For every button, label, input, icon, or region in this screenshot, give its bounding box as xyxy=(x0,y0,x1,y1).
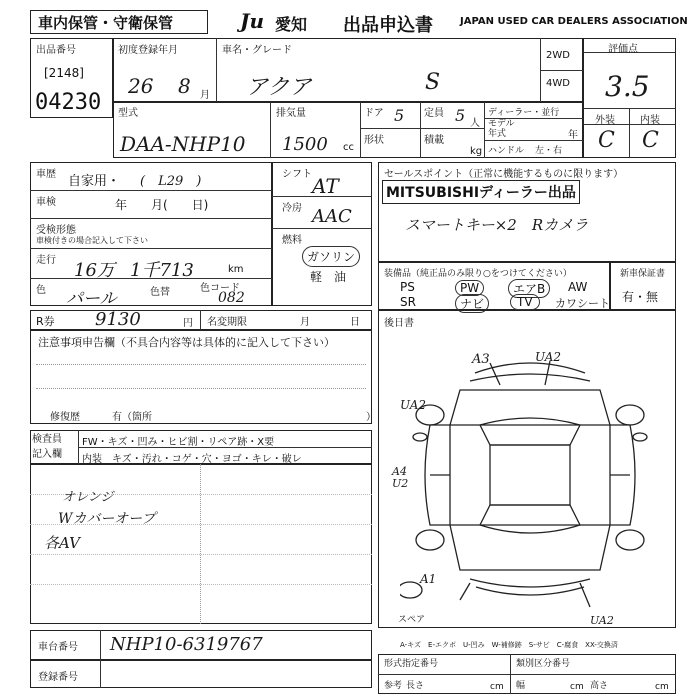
ref-label: 参考 xyxy=(384,681,403,691)
yen-unit: 円 xyxy=(183,318,193,329)
length-unit: cm xyxy=(490,682,504,692)
km-unit: km xyxy=(228,264,244,275)
loading-label: 積載 xyxy=(424,135,444,146)
interior-grade: C xyxy=(642,128,659,153)
color-code: 082 xyxy=(218,290,245,306)
org-name: 愛知 xyxy=(275,15,308,34)
exterior-label: 外装 xyxy=(595,115,615,126)
mileage-sen: 1千713 xyxy=(130,260,194,281)
height-unit: cm xyxy=(655,682,669,692)
inspector-note-1: オレンジ xyxy=(62,490,114,505)
usage: 自家用・ xyxy=(68,174,121,189)
interior-label: 内装 xyxy=(640,115,660,126)
fuel-diesel: 軽 油 xyxy=(310,270,347,284)
color-change-label: 色替 xyxy=(150,287,170,298)
car-diagram xyxy=(400,345,660,615)
mark-a4-u2: A4 U2 xyxy=(392,465,409,490)
year-char: 年 xyxy=(568,130,578,141)
recycle-form-note: 車検付きの場合記入して下さい xyxy=(36,236,148,245)
inspector-note-3: 各AV xyxy=(44,534,80,552)
model-cert-label: 形式指定番号 xyxy=(384,659,439,669)
equip-navi: ナビ xyxy=(455,294,489,313)
shape-label: 形状 xyxy=(364,135,384,146)
chassis-label: 車台番号 xyxy=(38,642,78,653)
evaluation-score: 3.5 xyxy=(605,70,650,103)
equip-pw: PW xyxy=(455,280,484,296)
damage-legend: A-キズ E-エクボ U-凹み W-補修跡 S-サビ C-腐食 XX-交換済 xyxy=(400,641,618,649)
color-label: 色 xyxy=(36,285,46,296)
mark-ua2-front: UA2 xyxy=(535,350,562,364)
form-title: 出品申込書 xyxy=(343,15,433,36)
first-reg-month: 8 xyxy=(178,74,191,98)
mileage-label: 走行 xyxy=(36,255,56,266)
fuel-label: 燃料 xyxy=(282,235,302,246)
inspector-row1: FW・キズ・凹み・ヒビ割・リペア跡・X要 xyxy=(82,437,275,448)
shift-value: AT xyxy=(312,174,339,198)
name-change-label: 名変期限 xyxy=(207,317,247,328)
mark-ua2-left: UA2 xyxy=(400,398,427,412)
english-title: JAPAN USED CAR DEALERS ASSOCIATION xyxy=(460,16,688,27)
storage-label: 車内保管・守衛保管 xyxy=(38,14,174,32)
inspector-note-2: Wカバーオープ xyxy=(58,511,156,527)
color-code-label: 色コード xyxy=(200,283,240,294)
fuel-gasoline: ガソリン xyxy=(302,246,360,267)
length-label: 長さ xyxy=(406,681,425,691)
registration-no-box xyxy=(30,660,372,688)
doors: 5 xyxy=(394,106,405,125)
name-change-day: 日 xyxy=(350,317,360,328)
capacity-label: 定員 xyxy=(424,108,444,119)
sales-point-label: セールスポイント（正常に機能するものに限ります） xyxy=(384,169,624,180)
first-reg-year: 26 xyxy=(128,74,154,98)
cc-unit: cc xyxy=(343,142,354,153)
drive-2wd: 2WD xyxy=(546,50,570,61)
aircon-label: 冷房 xyxy=(282,203,302,214)
repair-value: 有（箇所 xyxy=(112,412,152,423)
drive-4wd: 4WD xyxy=(546,78,570,89)
usage-note: ( L29 ) xyxy=(140,174,202,189)
color-value: パール xyxy=(66,289,117,309)
shift-label: シフト xyxy=(282,169,312,180)
shaken-label: 車検 xyxy=(36,197,56,208)
inspector-row2: 内装 キズ・汚れ・コゲ・穴・ヨゴ・キレ・破レ xyxy=(82,454,302,465)
handle-options: 左・右 xyxy=(535,146,563,156)
warranty-label: 新車保証書 xyxy=(620,269,666,279)
equip-tv: TV xyxy=(510,294,540,310)
name-change-month: 月 xyxy=(300,317,310,328)
lot-sub-number: [2148] xyxy=(44,66,84,80)
lot-label: 出品番号 xyxy=(36,45,76,56)
warranty-value: 有・無 xyxy=(622,290,659,304)
aircon-value: AAC xyxy=(312,206,352,227)
displacement: 1500 xyxy=(282,134,328,155)
spare-label: スペア xyxy=(398,615,426,625)
equip-sr: SR xyxy=(400,295,416,309)
width-label: 幅 xyxy=(516,681,526,691)
dealer-label: ディーラー・並行 xyxy=(488,108,560,118)
equip-aw: AW xyxy=(568,280,588,294)
recycle-amount: 9130 xyxy=(95,309,141,330)
capacity-unit: 人 xyxy=(470,118,480,129)
height-label: 高さ xyxy=(590,681,609,691)
handle-label: ハンドル xyxy=(488,146,525,156)
mark-a1: A1 xyxy=(420,572,437,586)
recycle-form-label: 受検形態 xyxy=(36,225,76,236)
rear-label: 後日書 xyxy=(384,318,414,329)
category-label: 類別区分番号 xyxy=(516,659,571,669)
car-name: アクア xyxy=(246,75,312,100)
model-label: 型式 xyxy=(118,108,138,119)
mileage-man: 16万 xyxy=(74,260,115,281)
month-unit: 月 xyxy=(200,90,210,101)
inspector-label: 検査員 記入欄 xyxy=(32,434,62,460)
sales-point-dealer: MITSUBISHIディーラー出品 xyxy=(382,180,580,204)
repair-label: 修復歴 xyxy=(50,412,80,423)
registration-no-label: 登録番号 xyxy=(38,672,78,683)
sales-point-note: スマートキー×2 Rカメラ xyxy=(405,216,589,234)
attention-label: 注意事項申告欄（不具合内容等は具体的に記入して下さい） xyxy=(38,336,335,349)
mark-ua2-rear: UA2 xyxy=(590,614,614,627)
usage-label: 車歴 xyxy=(36,169,56,180)
capacity: 5 xyxy=(455,106,466,125)
equip-airbag: エアB xyxy=(508,279,550,298)
kg-unit: kg xyxy=(470,146,483,157)
exterior-grade: C xyxy=(598,128,615,153)
lot-number: 04230 xyxy=(35,90,102,115)
mark-a3: A3 xyxy=(472,352,490,367)
evaluation-label: 評価点 xyxy=(608,44,638,55)
width-unit: cm xyxy=(570,682,584,692)
shaken-value: 年 月( 日) xyxy=(115,198,209,212)
displacement-label: 排気量 xyxy=(276,108,306,119)
car-grade: S xyxy=(425,70,441,95)
recycle-box xyxy=(30,310,372,330)
equip-seat: カワシート xyxy=(555,297,610,310)
model-year-label: モデル 年式 xyxy=(488,119,515,139)
equip-ps: PS xyxy=(400,280,415,294)
car-name-label: 車名・グレード xyxy=(222,45,292,56)
model-code: DAA-NHP10 xyxy=(120,132,246,156)
first-reg-label: 初度登録年月 xyxy=(118,45,178,56)
recycle-label: R券 xyxy=(36,315,55,328)
repair-close: ） xyxy=(366,412,376,423)
doors-label: ドア xyxy=(364,108,384,119)
ju-logo: Ju xyxy=(240,9,265,33)
equipment-label: 装備品（純正品のみ限り○をつけてください） xyxy=(384,269,572,279)
chassis-number: NHP10-6319767 xyxy=(110,634,263,655)
